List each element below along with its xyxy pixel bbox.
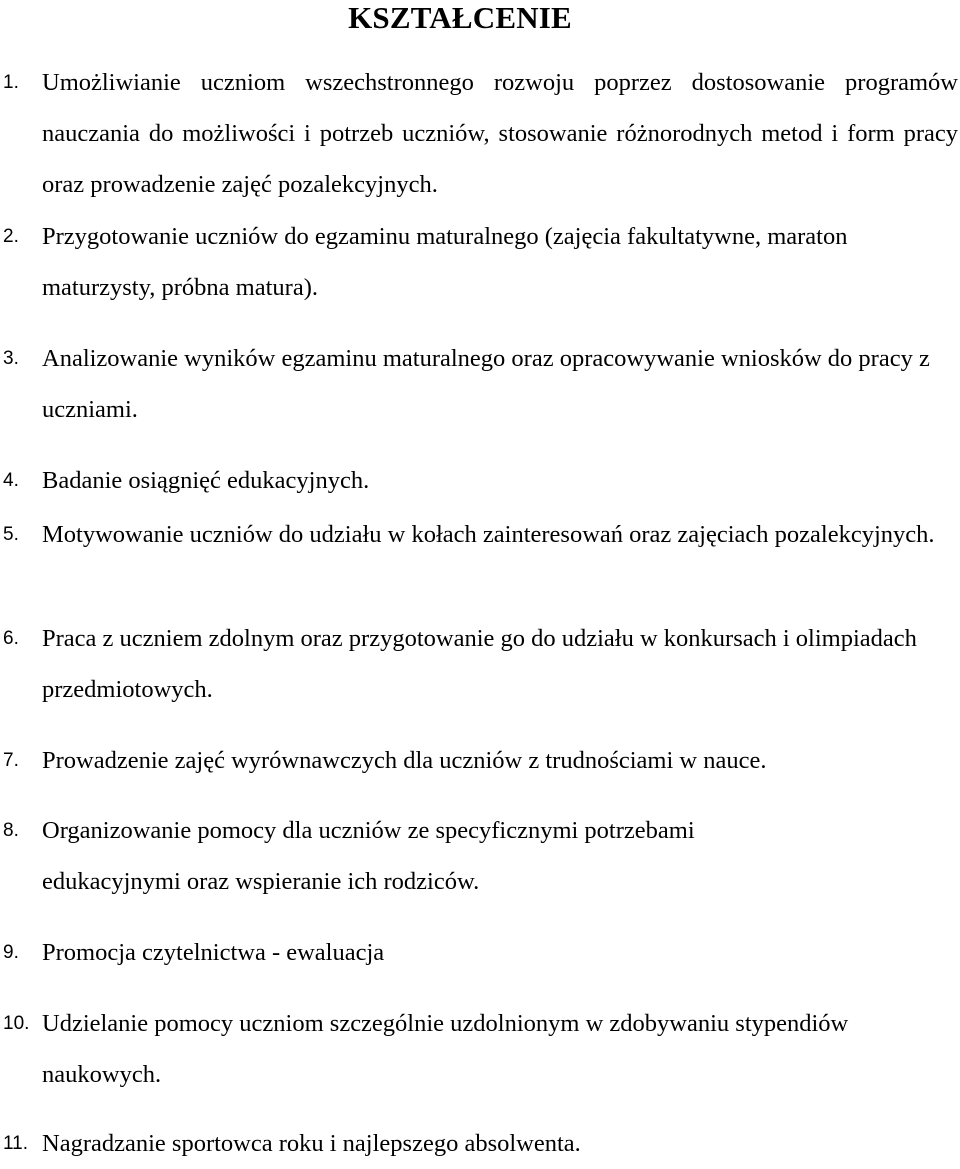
list-item-text	[42, 211, 958, 313]
list-item-number: 9.	[3, 942, 19, 963]
list-item-number: 7.	[3, 750, 19, 771]
list-item-text: Motywowanie uczniów do udziału w kołach zainteresowań oraz zajęciach pozalekcyjnych.	[42, 521, 935, 548]
list-item-text-content: Organizowanie pomocy dla uczniów ze specyficznymi potrzebami edukacyjnymi oraz wspieranie ich rodziców.	[42, 817, 695, 895]
list-item-text	[42, 333, 958, 435]
list-item-text	[42, 998, 958, 1100]
list-item-number: 2.	[3, 226, 19, 247]
list-item-text	[42, 613, 958, 715]
list-item-number: 8.	[3, 820, 19, 841]
list-item-number: 6.	[3, 628, 19, 649]
list-item-text	[42, 805, 958, 907]
list-item-text: Nagradzanie sportowca roku i najlepszego absolwenta.	[42, 1130, 581, 1157]
list-item-text-content: Przygotowanie uczniów do egzaminu maturalnego (zajęcia fakultatywne, maraton maturzysty, próbna matura).	[42, 223, 848, 301]
page-title: KSZTAŁCENIE	[348, 0, 572, 35]
list-item-text: Prowadzenie zajęć wyrównawczych dla uczniów z trudnościami w nauce.	[42, 747, 767, 774]
list-item-number: 1.	[3, 72, 19, 93]
list-item-number: 4.	[3, 470, 19, 491]
list-item-number: 5.	[3, 524, 19, 545]
list-item-text: Badanie osiągnięć edukacyjnych.	[42, 467, 370, 494]
list-item-number: 10.	[3, 1013, 30, 1034]
list-item-number: 3.	[3, 348, 19, 369]
list-item-text: Umożliwianie uczniom wszechstronnego rozwoju poprzez dostosowanie programów nauczania do możliwości i potrzeb uczniów, stosowanie różnorodnych metod i form pracy oraz prowadzenie zajęć pozalekcyjnych.	[42, 69, 958, 198]
list-item-number: 11.	[3, 1133, 29, 1154]
list-item-text: Promocja czytelnictwa - ewaluacja	[42, 939, 385, 966]
list-item-text-content: Praca z uczniem zdolnym oraz przygotowanie go do udziału w konkursach i olimpiadach przedmiotowych.	[42, 625, 917, 703]
list-item-text-content: Udzielanie pomocy uczniom szczególnie uzdolnionym w zdobywaniu stypendiów naukowych.	[42, 1010, 849, 1088]
list-item-text-content: Analizowanie wyników egzaminu maturalnego oraz opracowywanie wniosków do pracy z uczniami.	[42, 345, 930, 423]
